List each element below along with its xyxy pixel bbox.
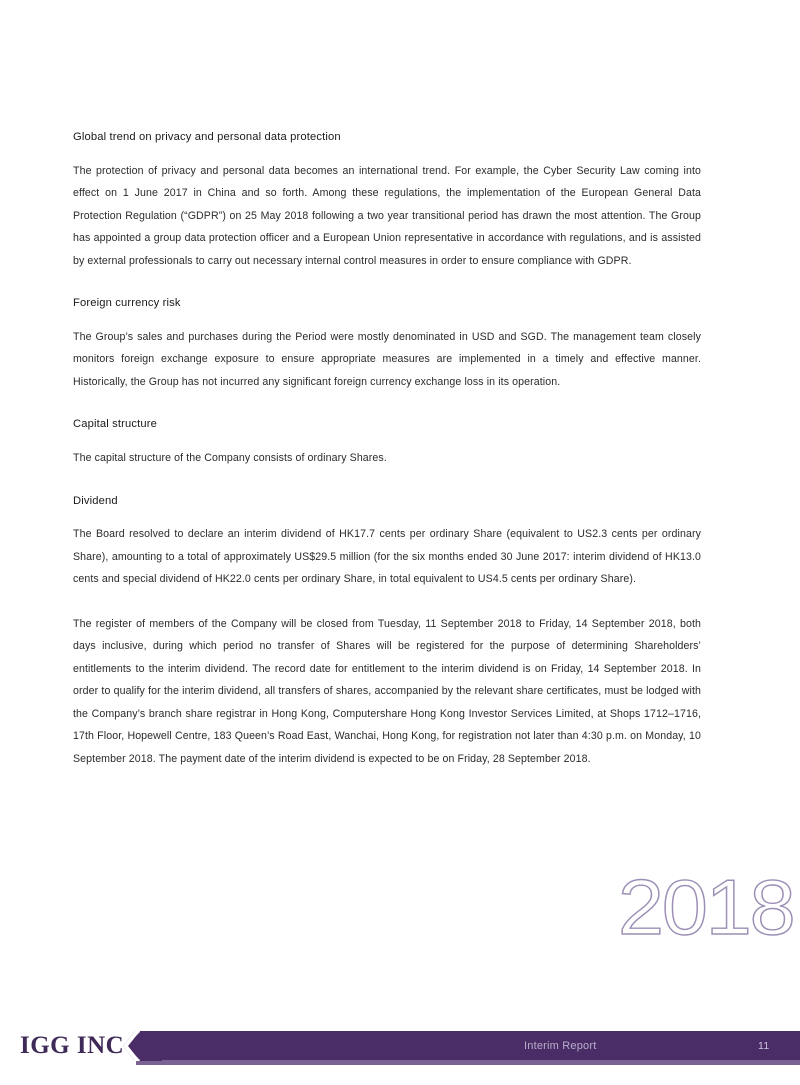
section-heading-dividend: Dividend: [73, 494, 118, 507]
paragraph-dividend-2: The register of members of the Company will be closed from Tuesday, 11 September 2018 to Friday, 14 September 2018, both days inclusive, during which period no transfer of Shares will be registered for the purpose of determining Shareholders’ entitlements to the interim dividend. The record date for entitlement to the interim dividend is on Friday, 14 September 2018. In order to qualify for the interim dividend, all transfers of shares, accompanied by the relevant share certificates, must be lodged with the Company’s branch share registrar in Hong Kong, Computershare Hong Kong Investor Services Limited, at Shops 1712–1716, 17th Floor, Hopewell Centre, 183 Queen’s Road East, Wanchai, Hong Kong, for registration not later than 4:30 p.m. on Monday, 10 September 2018. The payment date of the interim dividend is expected to be on Friday, 28 September 2018.: [73, 617, 701, 765]
footer-bar: [128, 1031, 800, 1060]
section-heading-capital-structure: Capital structure: [73, 418, 158, 431]
page-number: 11: [758, 1039, 770, 1052]
company-logo: IGG INC: [20, 1031, 125, 1059]
paragraph-capital-structure-1: The capital structure of the Company consists of ordinary Shares.: [73, 452, 387, 465]
double-chevron-left-icon: [122, 1029, 162, 1063]
footer-bar-accent-strip: [136, 1060, 800, 1065]
paragraph-dividend-1: The Board resolved to declare an interim dividend of HK17.7 cents per ordinary Share (equivalent to US2.3 cents per ordinary Share), amounting to a total of approximately US$29.5 million (for the six months ended 30 June 2017: interim dividend of HK13.0 cents and special dividend of HK22.0 cents per ordinary Share, in total equivalent to US4.5 cents per ordinary Share).: [73, 528, 701, 586]
paragraph-foreign-currency-risk-1: The Group’s sales and purchases during the Period were mostly denominated in USD and SGD. The management team closely monitors foreign exchange exposure to ensure appropriate measures are implemented in a timely and effective manner. Historically, the Group has not incurred any significant foreign currency exchange loss in its operation.: [73, 330, 701, 388]
paragraph-privacy-1: The protection of privacy and personal data becomes an international trend. For example, the Cyber Security Law coming into effect on 1 June 2017 in China and so forth. Among these regulations, the implementation of the European General Data Protection Regulation (“GDPR”) on 25 May 2018 following a two year transitional period has drawn the most attention. The Group has appointed a group data protection officer and a European Union representative in accordance with regulations, and is assisted by external professionals to carry out necessary internal control measures in order to ensure compliance with GDPR.: [73, 164, 701, 267]
document-body: [73, 130, 701, 792]
section-heading-privacy: Global trend on privacy and personal data protection: [73, 131, 341, 143]
report-label: Interim Report: [524, 1039, 597, 1052]
year-graphic-2018: 2018: [618, 863, 794, 951]
section-heading-foreign-currency-risk: Foreign currency risk: [73, 297, 181, 310]
